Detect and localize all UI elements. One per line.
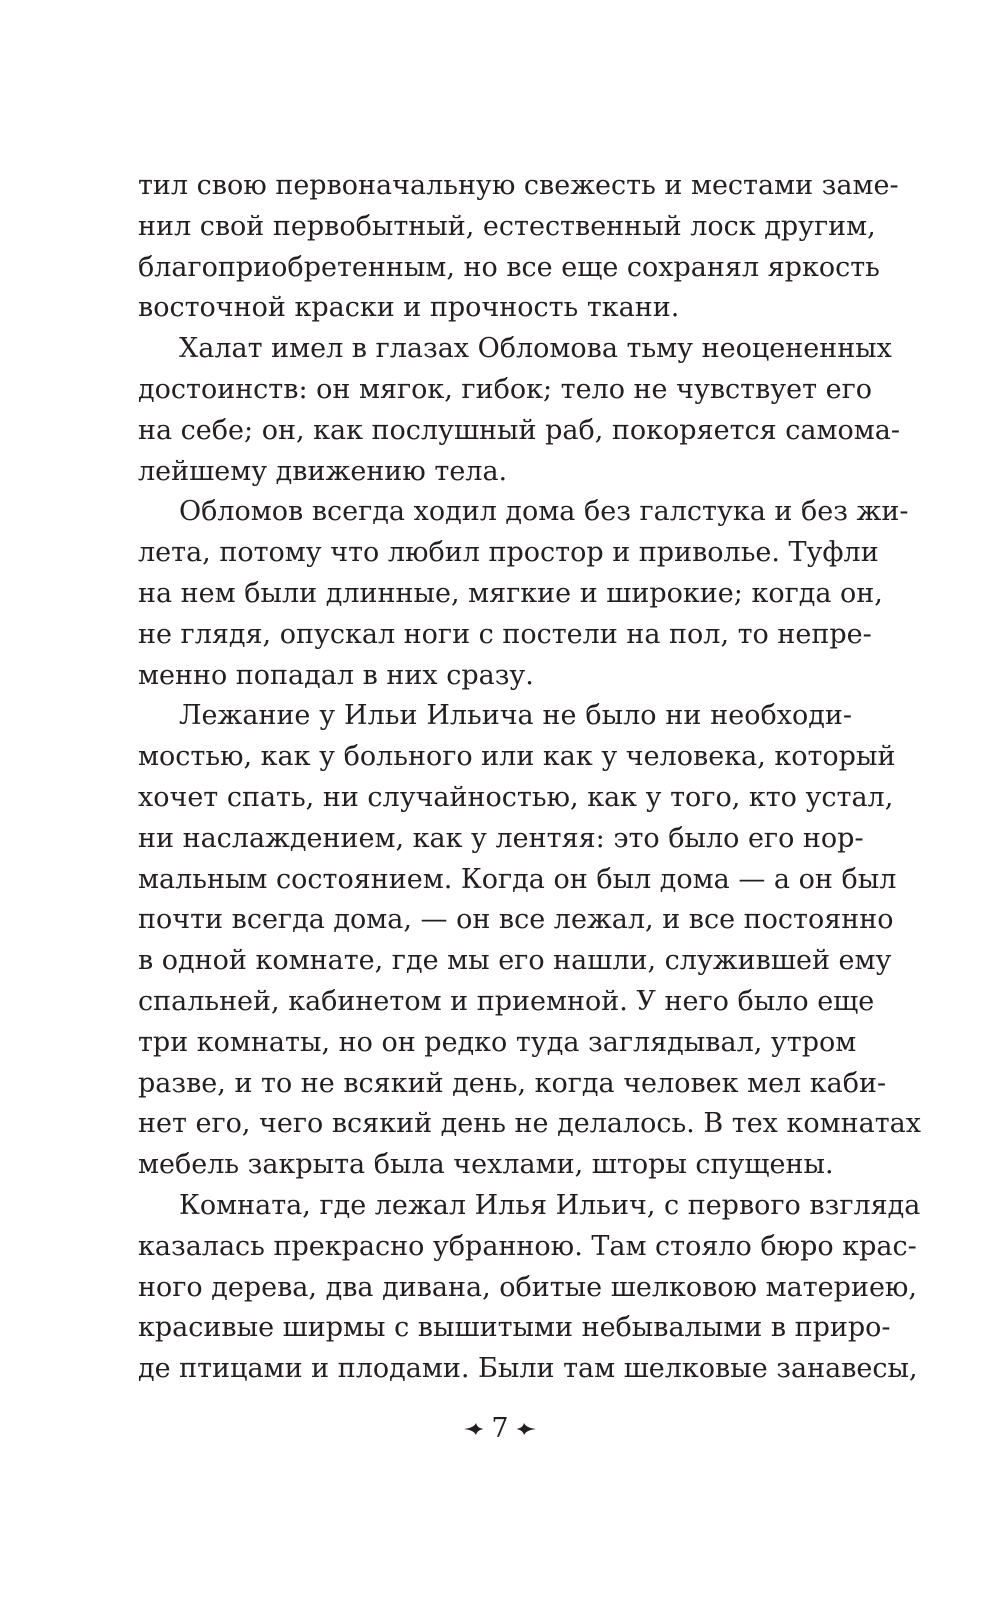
paragraph-first-line: Лежание у Ильи Ильича не было ни необходи- bbox=[179, 700, 852, 732]
text-line: нил свой первобытный, естественный лоск другим, bbox=[138, 210, 876, 242]
text-line: восточной краски и прочность ткани. bbox=[138, 292, 680, 324]
text-line: в одной комнате, где мы его нашли, служившей ему bbox=[138, 945, 892, 977]
text-line: разве, и то не всякий день, когда человек мел каби- bbox=[138, 1067, 887, 1099]
text-line: лейшему движению тела. bbox=[138, 455, 508, 487]
text-line: не глядя, опускал ноги с постели на пол, то непре- bbox=[138, 618, 872, 650]
text-line: красивые ширмы с вышитыми небывалыми в приро- bbox=[138, 1312, 891, 1344]
text-line: три комнаты, но он редко туда заглядывал, утром bbox=[138, 1026, 857, 1058]
text-line: ни наслаждением, как у лентяя: это было его нор- bbox=[138, 822, 864, 854]
text-line: благоприобретенным, но все еще сохранял яркость bbox=[138, 251, 880, 283]
text-line: тил свою первоначальную свежесть и местами заме- bbox=[138, 170, 899, 201]
page-number-footer bbox=[0, 1413, 1000, 1444]
body-text bbox=[138, 166, 921, 1390]
text-line: мебель закрыта была чехлами, шторы спущены. bbox=[138, 1149, 834, 1181]
text-line: ного дерева, два дивана, обитые шелковою материею, bbox=[138, 1271, 918, 1303]
page-number: 7 bbox=[491, 1413, 509, 1444]
paragraph-first-line: Комната, где лежал Илья Ильич, с первого взгляда bbox=[179, 1189, 921, 1221]
text-line: на себе; он, как послушный раб, покоряется самома- bbox=[138, 414, 900, 446]
text-line: казалась прекрасно убранною. Там стояло бюро крас- bbox=[138, 1230, 917, 1262]
text-line: мальным состоянием. Когда он был дома — а он был bbox=[138, 863, 897, 895]
text-line: на нем были длинные, мягкие и широкие; когда он, bbox=[138, 577, 883, 609]
paragraph-first-line: Обломов всегда ходил дома без галстука и без жи- bbox=[179, 496, 909, 528]
text-line: хочет спать, ни случайностью, как у того, кто устал, bbox=[138, 781, 894, 813]
ornament-right-icon bbox=[515, 1422, 537, 1436]
text-line: достоинств: он мягок, гибок; тело не чувствует его bbox=[138, 373, 873, 405]
ornament-left-icon bbox=[463, 1422, 485, 1436]
text-line: менно попадал в них сразу. bbox=[138, 659, 534, 691]
text-line: нет его, чего всякий день не делалось. В тех комнатах bbox=[138, 1108, 921, 1140]
text-line: мостью, как у больного или как у человека, который bbox=[138, 741, 896, 773]
paragraph-first-line: Халат имел в глазах Обломова тьму неоцененных bbox=[179, 333, 892, 365]
text-line: почти всегда дома, — он все лежал, и все постоянно bbox=[138, 904, 894, 936]
text-line: де птицами и плодами. Были там шелковые занавесы, bbox=[138, 1353, 918, 1385]
text-line: лета, потому что любил простор и приволье. Туфли bbox=[138, 537, 879, 569]
text-line: спальней, кабинетом и приемной. У него было еще bbox=[138, 985, 875, 1017]
